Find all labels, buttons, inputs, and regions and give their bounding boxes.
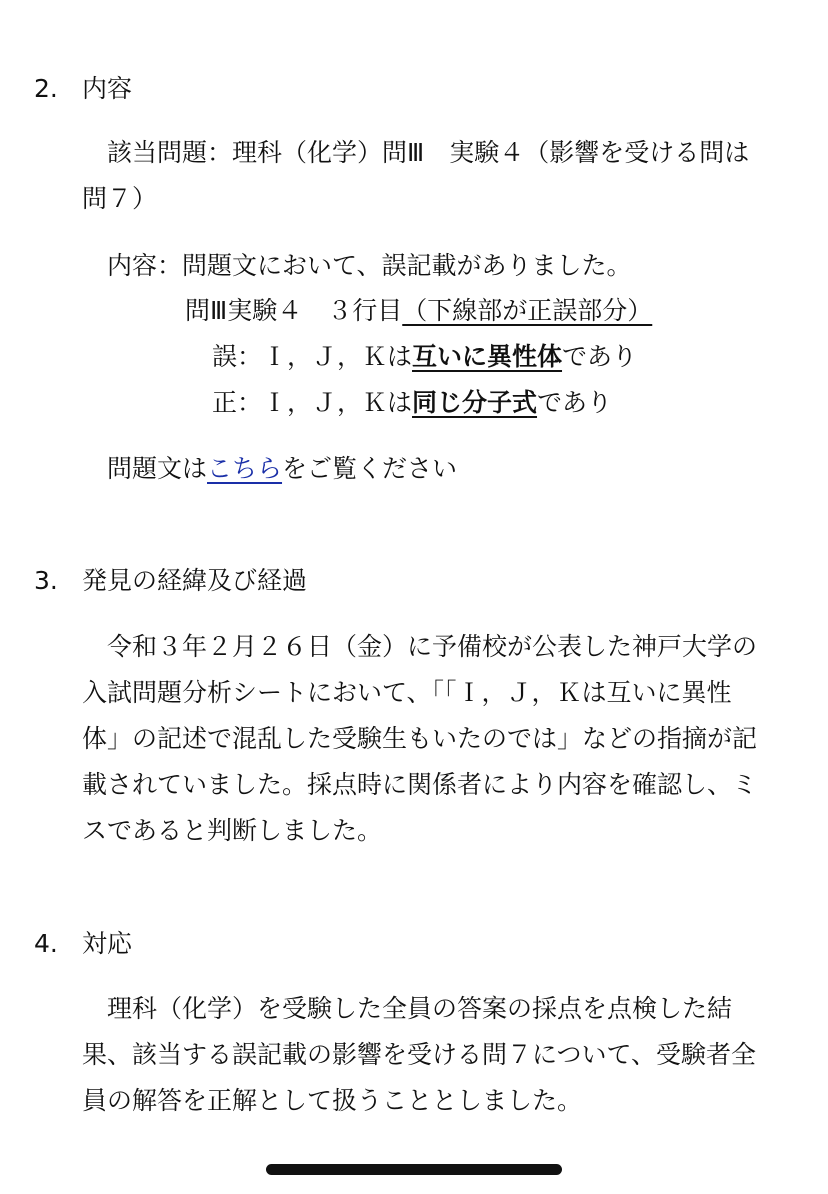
wrong-statement-prefix: 誤：Ｉ，Ｊ，Ｋは bbox=[212, 342, 413, 371]
section-3-number: 3. bbox=[34, 566, 58, 595]
section-4-title: 対応 bbox=[82, 929, 133, 958]
section-2-title: 内容 bbox=[82, 74, 133, 103]
wrong-statement-emphasis: 互いに異性体 bbox=[412, 342, 563, 371]
problem-text-link[interactable]: こちら bbox=[207, 454, 283, 483]
section-2-heading bbox=[34, 66, 132, 112]
affected-question-line-1: 該当問題：理科（化学）問Ⅲ 実験４（影響を受ける問は bbox=[107, 138, 750, 167]
correct-statement-prefix: 正：Ｉ，Ｊ，Ｋは bbox=[212, 388, 413, 417]
response-paragraph bbox=[82, 986, 794, 1124]
affected-question-line-2: 問７） bbox=[82, 184, 158, 213]
correct-statement-emphasis: 同じ分子式 bbox=[412, 388, 538, 417]
section-2-number: 2. bbox=[34, 74, 58, 103]
content-description: 内容：問題文において、誤記載がありました。 bbox=[107, 251, 632, 280]
response-line: 果、該当する誤記載の影響を受ける問７について、受験者全 bbox=[82, 1040, 757, 1069]
discovery-line: 載されていました。採点時に関係者により内容を確認し、ミ bbox=[82, 770, 758, 799]
underline-note: （下線部が正誤部分） bbox=[402, 296, 653, 325]
discovery-line: 令和３年２月２６日（金）に予備校が公表した神戸大学の bbox=[107, 632, 758, 661]
discovery-line: 体」の記述で混乱した受験生もいたのでは」などの指摘が記 bbox=[82, 724, 758, 753]
see-problem-suffix: をご覧ください bbox=[282, 454, 458, 483]
error-location bbox=[185, 288, 652, 334]
wrong-statement bbox=[212, 334, 637, 380]
see-problem-prefix: 問題文は bbox=[107, 454, 208, 483]
affected-question-paragraph bbox=[82, 130, 794, 222]
discovery-line: 入試問題分析シートにおいて、「「Ｉ，Ｊ，Ｋは互いに異性 bbox=[82, 678, 732, 707]
wrong-statement-suffix: であり bbox=[562, 342, 638, 371]
section-4-number: 4. bbox=[34, 929, 58, 958]
see-problem-text bbox=[107, 446, 457, 492]
correct-statement-suffix: であり bbox=[537, 388, 613, 417]
error-location-text: 問Ⅲ実験４ ３行目 bbox=[185, 296, 403, 325]
section-3-heading bbox=[34, 558, 307, 604]
response-line: 員の解答を正解として扱うこととしました。 bbox=[82, 1086, 583, 1115]
discovery-line: スであると判断しました。 bbox=[82, 816, 383, 845]
section-4-heading bbox=[34, 921, 132, 967]
section-3-title: 発見の経緯及び経過 bbox=[82, 566, 308, 595]
response-line: 理科（化学）を受験した全員の答案の採点を点検した結 bbox=[107, 994, 733, 1023]
home-indicator[interactable] bbox=[266, 1164, 562, 1175]
discovery-paragraph bbox=[82, 624, 794, 854]
correct-statement bbox=[212, 380, 612, 426]
